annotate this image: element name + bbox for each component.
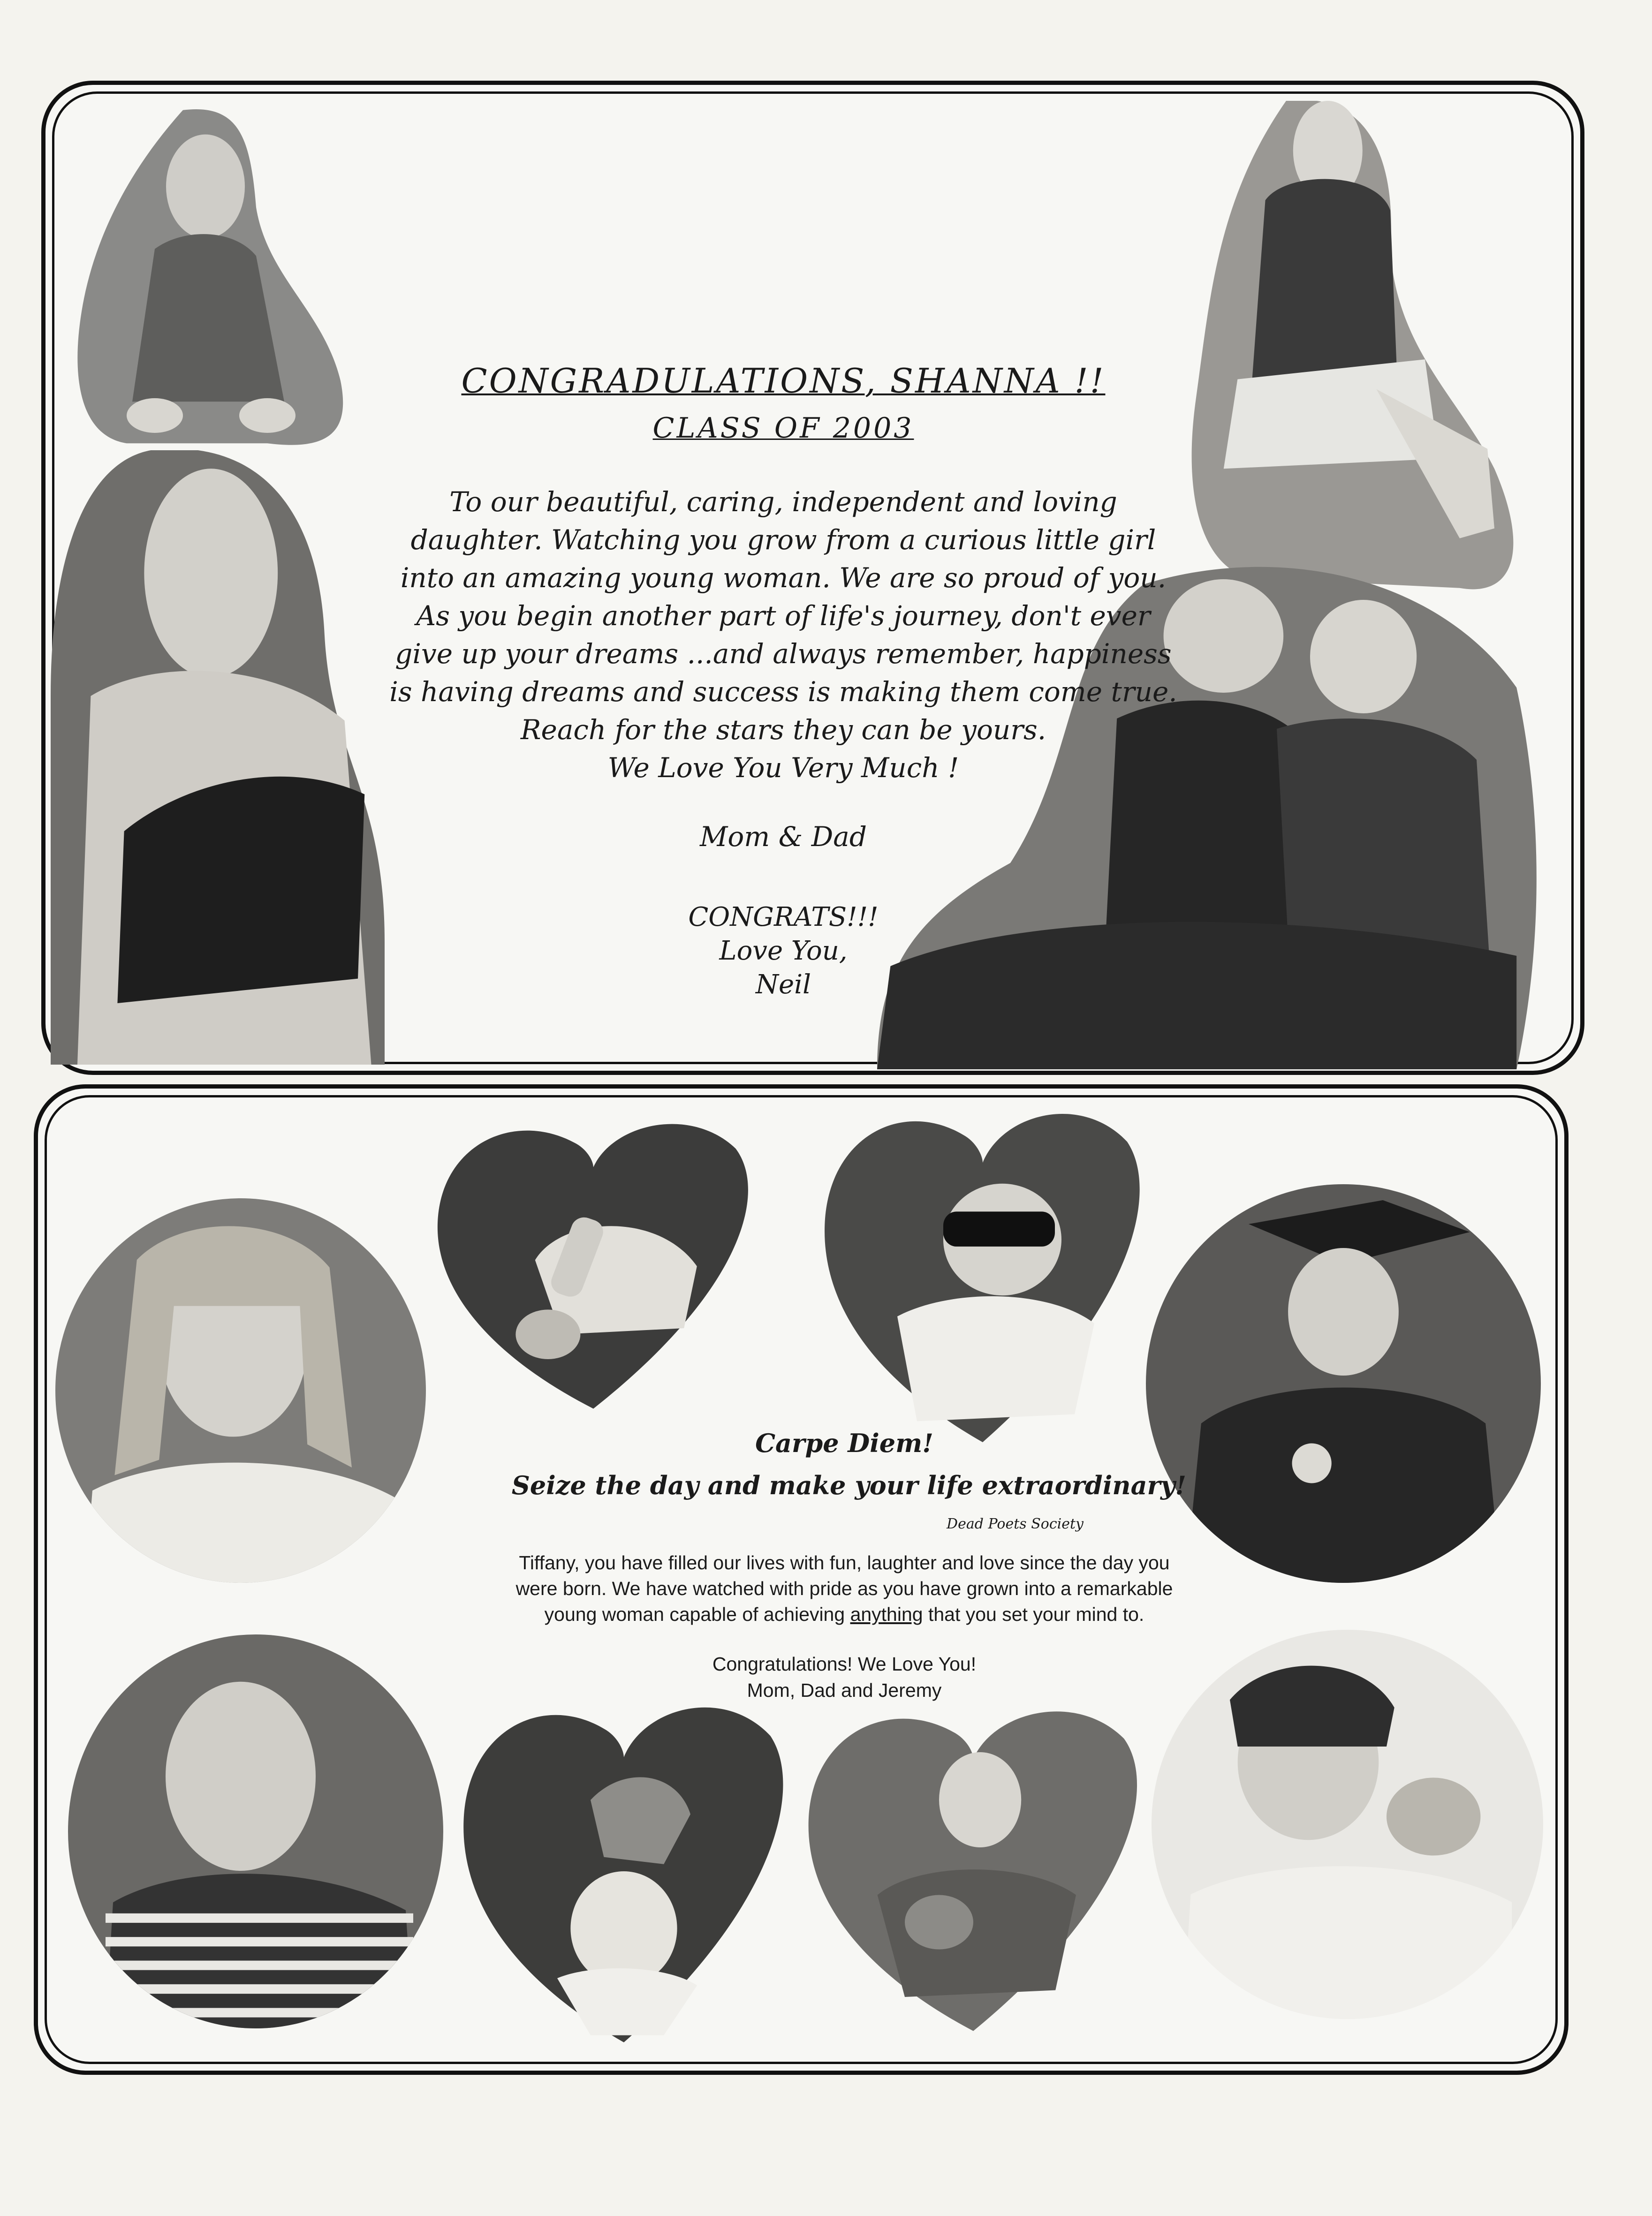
message-line: is having dreams and success is making them come true.	[389, 676, 1177, 708]
top-congrats-note	[563, 900, 1004, 1002]
message-fragment: that you set your mind to.	[923, 1603, 1144, 1625]
message-fragment: young woman capable of achieving	[544, 1603, 850, 1625]
photo-heart-toddler-sunglasses	[818, 1100, 1147, 1449]
message-line: As you begin another part of life's journey, don't ever	[416, 600, 1151, 632]
congrats-line: CONGRATS!!!	[688, 902, 879, 932]
congrats-line: Love You,	[719, 936, 848, 966]
top-signature: Mom & Dad	[699, 821, 867, 853]
message-line	[356, 1602, 1332, 1627]
photo-heart-baby-bottle	[432, 1112, 755, 1421]
photo-heart-parrot-toddler	[457, 1693, 790, 2050]
photo-oval-portrait-sweater	[55, 1198, 426, 1583]
closing-line: Congratulations! We Love You!	[712, 1653, 977, 1675]
message-line: Reach for the stars they can be yours.	[520, 714, 1046, 746]
closing-line: Mom, Dad and Jeremy	[747, 1679, 942, 1701]
motto-line-2: Seize the day and make your life extraordinary!	[511, 1470, 1187, 1500]
message-line: into an amazing young woman. We are so proud of you.	[400, 562, 1167, 594]
congrats-line: Neil	[756, 969, 811, 1000]
message-line: were born. We have watched with pride as you have grown into a remarkable	[515, 1578, 1173, 1599]
top-heading: CONGRADULATIONS, SHANNA !!	[461, 361, 1106, 401]
message-line: We Love You Very Much !	[607, 752, 959, 784]
photo-circle-striped-turtleneck	[68, 1634, 443, 2028]
motto-line-1: Carpe Diem!	[755, 1428, 933, 1458]
photo-circle-girl-with-kitten	[1152, 1630, 1543, 2019]
bottom-message	[356, 1550, 1332, 1627]
message-line: give up your dreams ...and always remember, happiness	[395, 638, 1172, 670]
top-message	[281, 483, 1285, 787]
motto-attribution: Dead Poets Society	[947, 1516, 1084, 1532]
message-line: Tiffany, you have filled our lives with fun, laughter and love since the day you	[519, 1552, 1170, 1573]
top-subheading: CLASS OF 2003	[652, 412, 914, 445]
underlined-word: anything	[850, 1603, 923, 1625]
bottom-closing	[563, 1651, 1126, 1703]
photo-circle-graduation-cap-gown	[1146, 1184, 1541, 1583]
message-line: daughter. Watching you grow from a curious little girl	[410, 524, 1156, 556]
photo-heart-girl-with-koala	[802, 1698, 1144, 2038]
message-line: To our beautiful, caring, independent and loving	[449, 486, 1117, 518]
